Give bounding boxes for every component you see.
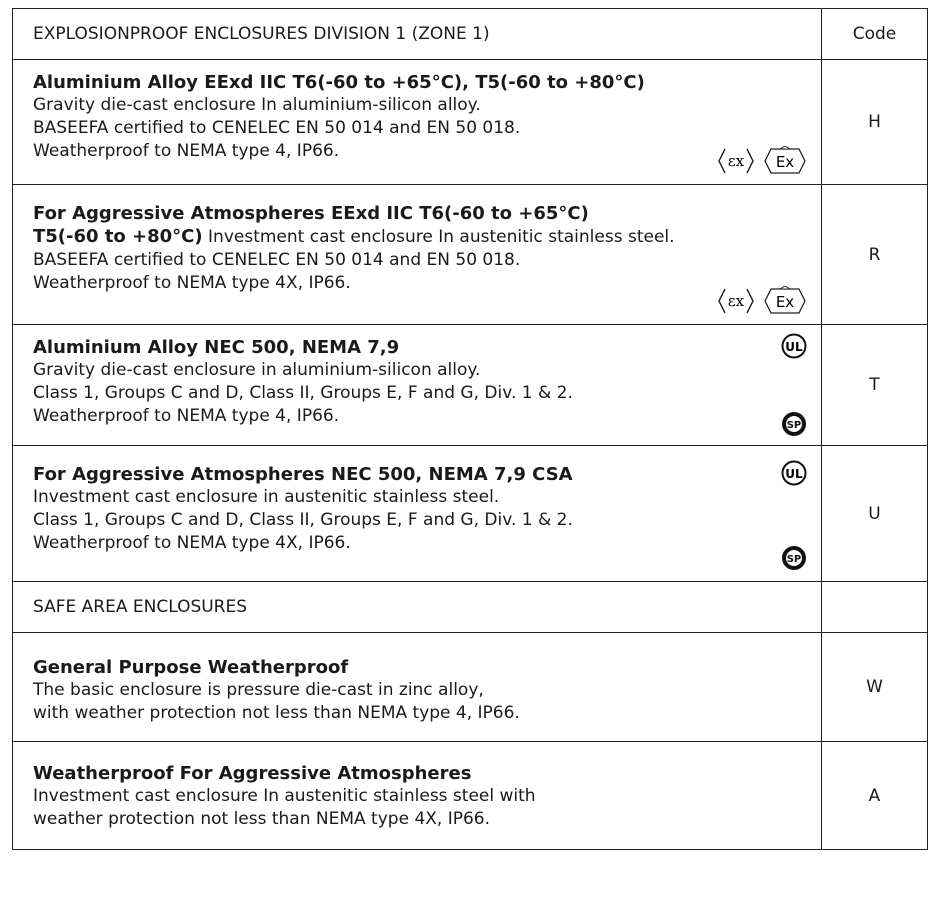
- explosionproof-header: EXPLOSIONPROOF ENCLOSURES DIVISION 1 (ZONE 1): [13, 9, 822, 60]
- cert-marks: [781, 446, 807, 581]
- table-row: [13, 742, 928, 850]
- row-line: Weatherproof to NEMA type 4, IP66.: [33, 141, 340, 161]
- row-line: weather protection not less than NEMA type 4X, IP66.: [33, 809, 491, 829]
- cert-marks: [717, 146, 807, 176]
- row-line: Class 1, Groups C and D, Class II, Groups E, F and G, Div. 1 & 2.: [33, 510, 573, 530]
- csa-mark-icon: [781, 545, 807, 571]
- table-row: [13, 446, 928, 582]
- row-line: Gravity die-cast enclosure In aluminium-silicon alloy.: [33, 95, 481, 115]
- ex-mark-icon: [717, 147, 755, 175]
- row-line: Weatherproof to NEMA type 4X, IP66.: [33, 533, 351, 553]
- description-cell: [13, 742, 822, 850]
- code-cell: W: [822, 633, 928, 742]
- ex-hexagon-mark-icon: [763, 286, 807, 316]
- explosionproof-header-row: [13, 9, 928, 60]
- row-title: For Aggressive Atmospheres EExd IIC T6(-60 to +65°C): [33, 203, 589, 224]
- row-line: BASEEFA certified to CENELEC EN 50 014 and EN 50 018.: [33, 250, 521, 270]
- row-title: Weatherproof For Aggressive Atmospheres: [33, 763, 472, 784]
- description-cell: [13, 633, 822, 742]
- ex-mark-icon: [717, 287, 755, 315]
- table-row: [13, 633, 928, 742]
- code-cell: A: [822, 742, 928, 850]
- code-column-header: Code: [822, 9, 928, 60]
- enclosure-spec-table: [12, 8, 928, 850]
- row-line: Weatherproof to NEMA type 4X, IP66.: [33, 273, 351, 293]
- row-line: Class 1, Groups C and D, Class II, Groups E, F and G, Div. 1 & 2.: [33, 383, 573, 403]
- code-cell: R: [822, 185, 928, 325]
- code-cell: H: [822, 60, 928, 185]
- svg-text:Ex: Ex: [775, 293, 795, 311]
- description-cell: [13, 185, 822, 325]
- svg-text:UL: UL: [785, 467, 803, 481]
- svg-text:UL: UL: [785, 340, 803, 354]
- svg-text:SP: SP: [786, 554, 802, 565]
- cert-marks: [781, 325, 807, 445]
- code-cell-empty: [822, 582, 928, 633]
- row-line: Gravity die-cast enclosure in aluminium-silicon alloy.: [33, 360, 481, 380]
- safe-area-header: SAFE AREA ENCLOSURES: [13, 582, 822, 633]
- description-cell: [13, 60, 822, 185]
- row-title: For Aggressive Atmospheres NEC 500, NEMA 7,9 CSA: [33, 464, 573, 485]
- svg-text:SP: SP: [786, 420, 802, 431]
- row-line: BASEEFA certified to CENELEC EN 50 014 and EN 50 018.: [33, 118, 521, 138]
- row-line: Investment cast enclosure in austenitic stainless steel.: [33, 487, 500, 507]
- table-row: [13, 60, 928, 185]
- cert-marks: [717, 286, 807, 316]
- csa-mark-icon: [781, 411, 807, 437]
- ex-hexagon-mark-icon: [763, 146, 807, 176]
- svg-text:εx: εx: [727, 292, 745, 310]
- code-cell: U: [822, 446, 928, 582]
- description-cell: [13, 325, 822, 446]
- row-line: Weatherproof to NEMA type 4, IP66.: [33, 406, 340, 426]
- table-row: [13, 325, 928, 446]
- code-cell: T: [822, 325, 928, 446]
- row-line: Investment cast enclosure In austenitic stainless steel with: [33, 786, 536, 806]
- row-line: The basic enclosure is pressure die-cast in zinc alloy,: [33, 679, 484, 700]
- ul-mark-icon: [781, 333, 807, 359]
- row-title: General Purpose Weatherproof: [33, 656, 349, 678]
- ul-mark-icon: [781, 460, 807, 486]
- description-cell: [13, 446, 822, 582]
- row-title: Aluminium Alloy NEC 500, NEMA 7,9: [33, 337, 400, 358]
- svg-text:Ex: Ex: [775, 153, 795, 171]
- row-line: with weather protection not less than NEMA type 4, IP66.: [33, 702, 520, 723]
- row-title-continued: T5(-60 to +80°C) Investment cast enclosure In austenitic stainless steel.: [33, 226, 675, 247]
- row-title: Aluminium Alloy EExd IIC T6(-60 to +65°C), T5(-60 to +80°C): [33, 72, 645, 93]
- safe-area-header-row: [13, 582, 928, 633]
- svg-text:εx: εx: [727, 152, 745, 170]
- table-row: [13, 185, 928, 325]
